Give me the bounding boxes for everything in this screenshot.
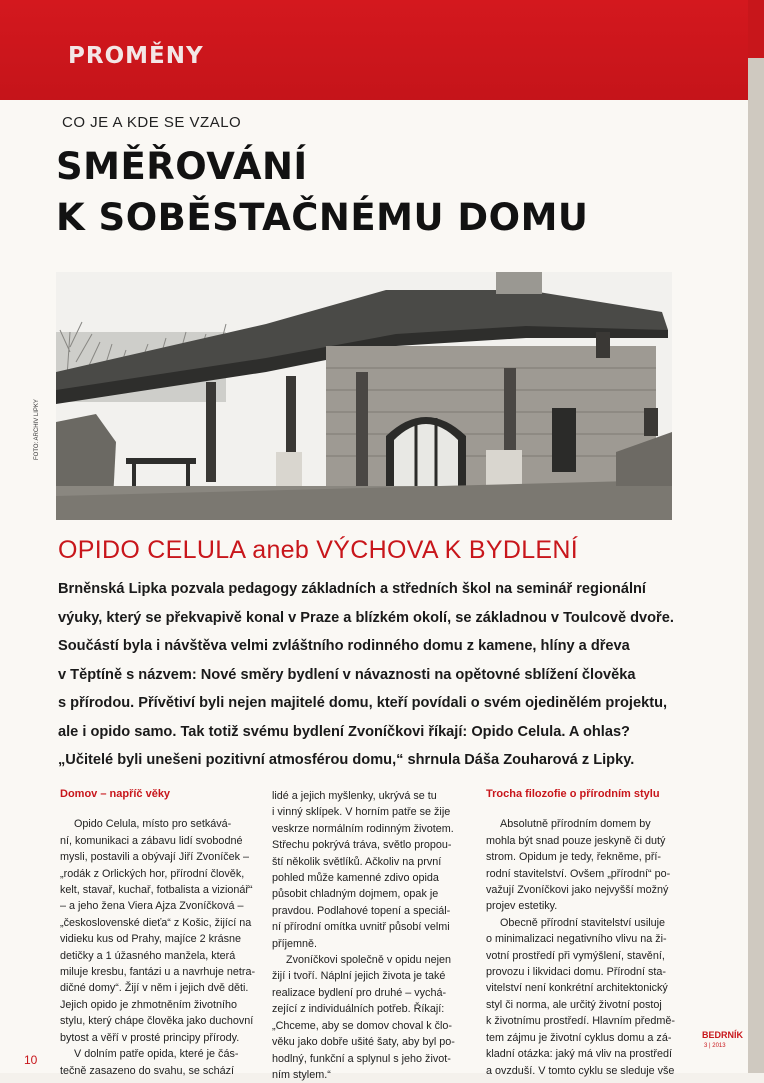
text-line: příjemně. bbox=[272, 937, 318, 950]
text-line: „Chceme, aby se domov choval k člo- bbox=[272, 1019, 453, 1032]
text-line: kladní otázka: jaký má vliv na prostředí bbox=[486, 1048, 673, 1061]
text-line: tečně zasazeno do svahu, se schází bbox=[60, 1064, 235, 1077]
text-line: tem zájmu je životní cyklus domu a zá- bbox=[486, 1031, 672, 1044]
text-line: zející z individuálních potřeb. Říkají: bbox=[272, 1003, 445, 1016]
article-title bbox=[56, 141, 588, 243]
title-line: SMĚŘOVÁNÍ bbox=[56, 145, 308, 188]
text-line: strom. Opidum je tedy, řekněme, pří- bbox=[486, 851, 662, 864]
text-line: kelt, stavař, kuchař, fotbalista a vizionář“ bbox=[60, 884, 253, 897]
lead-line: ale i opido samo. Tak totiž svému bydlení Zvoníčkovi říkají: Opido Celula. A ohlas? bbox=[58, 723, 630, 740]
text-line: ním stylem.“ bbox=[272, 1068, 331, 1081]
text-line: – a jeho žena Viera Ajza Zvoníčková – bbox=[60, 900, 244, 913]
section-label: PROMĚNY bbox=[68, 43, 204, 69]
text-line: V dolním patře opida, které je čás- bbox=[74, 1048, 239, 1061]
page-number: 10 bbox=[24, 1053, 38, 1067]
text-line: Jejich opido je zhmotněním životního bbox=[60, 998, 238, 1011]
lead-line: výuky, který se překvapivě konal v Praze a blízkém okolí, se základnou v Toulcově dvoře. bbox=[58, 609, 674, 626]
article-subtitle: OPIDO CELULA aneb VÝCHOVA K BYDLENÍ bbox=[58, 536, 578, 564]
house-photo-illustration bbox=[56, 272, 672, 520]
text-line: k životnímu prostředí. Hlavním předmě- bbox=[486, 1015, 676, 1028]
text-line: važují Zvoníčkovi jako nejvyšší možný bbox=[486, 884, 669, 897]
adjacent-page-edge bbox=[748, 0, 764, 1073]
text-line: Zvoníčkovi společně v opidu nejen bbox=[286, 954, 452, 967]
text-line: stylu, který chápe člověka jako duchovní bbox=[60, 1015, 254, 1028]
text-line: provozu i likvidaci domu. Přírodní sta- bbox=[486, 966, 667, 979]
text-line: styl či norma, ale určitý životní postoj bbox=[486, 998, 662, 1011]
text-line: rodní stavitelství. Ovšem „přírodní“ po- bbox=[486, 867, 671, 880]
text-line: hodlný, funkční a splynul s jeho život- bbox=[272, 1052, 451, 1065]
text-line: mohla být snad pouze jeskyně či dutý bbox=[486, 834, 666, 847]
text-line: o minimalizaci negativního vlivu na ži- bbox=[486, 933, 667, 946]
text-line: detičky a 1 úžasného manžela, která bbox=[60, 949, 236, 962]
text-line: pohled může kamenné zdivo opida bbox=[272, 872, 439, 885]
lead-line: Součástí byla i návštěva velmi zvláštního rodinného domu z kamene, hlíny a dřeva bbox=[58, 638, 630, 654]
adjacent-page-banner-edge bbox=[748, 0, 764, 58]
text-line: realizace bydlení pro druhé – vychá- bbox=[272, 986, 447, 999]
column-heading: Domov – napříč věky bbox=[60, 788, 171, 800]
title-line: K SOBĚSTAČNÉMU DOMU bbox=[56, 196, 589, 239]
text-line: vitelství není konkrétní architektonický bbox=[486, 982, 668, 995]
magazine-issue: 3 | 2013 bbox=[704, 1043, 726, 1049]
text-line: Obecně přírodní stavitelství usiluje bbox=[500, 916, 666, 929]
text-line: lidé a jejich myšlenky, ukrývá se tu bbox=[272, 790, 437, 802]
text-line: bytost a věří v prosté principy přírody. bbox=[60, 1031, 240, 1044]
text-line: pravdou. Podlahové topení a speciál- bbox=[272, 904, 451, 917]
lead-paragraph bbox=[58, 575, 674, 775]
text-line: dičné domy“. Žijí v něm i jejich dvě děti. bbox=[60, 982, 249, 995]
column-2 bbox=[272, 788, 470, 1083]
section-banner bbox=[0, 0, 748, 100]
text-line: i vinný sklípek. V horním patře se žije bbox=[272, 806, 451, 819]
house-photo bbox=[56, 272, 672, 520]
text-line: věku jako dobře ušité šaty, aby byl po- bbox=[272, 1036, 455, 1049]
column-heading: Trocha filozofie o přírodním stylu bbox=[486, 788, 660, 800]
photo-credit: FOTO: ARCHIV LIPKY bbox=[34, 399, 40, 460]
text-line: Opido Celula, místo pro setkává- bbox=[74, 818, 232, 831]
text-line: miluje kresbu, fantázi u a navrhuje netra- bbox=[60, 966, 256, 979]
text-line: ští několik světlíků. Ačkoliv na první bbox=[272, 855, 442, 868]
column-3 bbox=[486, 786, 682, 1079]
text-line: vidieku kus od Prahy, majíce 2 krásne bbox=[60, 933, 242, 946]
text-line: ní přírodní omítka uvnitř působí velmi bbox=[272, 921, 450, 934]
article-kicker: CO JE A KDE SE VZALO bbox=[62, 114, 242, 131]
lead-line: v Těptíně s názvem: Nové směry bydlení v návaznosti na opětovné sblížení člověka bbox=[58, 666, 636, 683]
text-line: veskrze normálním rodinným životem. bbox=[272, 822, 454, 835]
text-line: žijí i tvoří. Náplní jejich života je také bbox=[272, 970, 446, 983]
text-line: projev estetiky. bbox=[486, 900, 558, 913]
lead-line: „Učitelé byli unešeni pozitivní atmosférou domu,“ shrnula Dáša Zouharová z Lipky. bbox=[58, 752, 635, 768]
lead-line: s přírodou. Přívětiví byli nejen majitelé domu, kteří povídali o svém ojedinělém projektu, bbox=[58, 695, 668, 711]
text-line: Absolutně přírodním domem by bbox=[500, 818, 651, 831]
text-line: „rodák z Orlických hor, přírodní člověk, bbox=[60, 867, 245, 880]
lead-line: Brněnská Lipka pozvala pedagogy základních a středních škol na seminář regionální bbox=[58, 581, 646, 597]
text-line: Střechu pokrývá tráva, světlo propou- bbox=[272, 839, 452, 852]
text-line: působit chladným dojmem, opak je bbox=[272, 888, 439, 901]
text-line: ní, komunikaci a zábavu lidí svobodné bbox=[60, 834, 243, 847]
text-line: „československé dieťa“ z Košic, žijící na bbox=[60, 916, 252, 929]
magazine-brand: BEDRNÍK bbox=[702, 1030, 744, 1040]
text-line: mysli, postavili a obývají Jiří Zvoníček – bbox=[60, 851, 250, 864]
text-line: votní prostředí při vymýšlení, stavění, bbox=[486, 949, 665, 962]
text-line: a ovzduší. V tomto cyklu se sleduje vše bbox=[486, 1064, 675, 1077]
column-1 bbox=[60, 786, 260, 1079]
